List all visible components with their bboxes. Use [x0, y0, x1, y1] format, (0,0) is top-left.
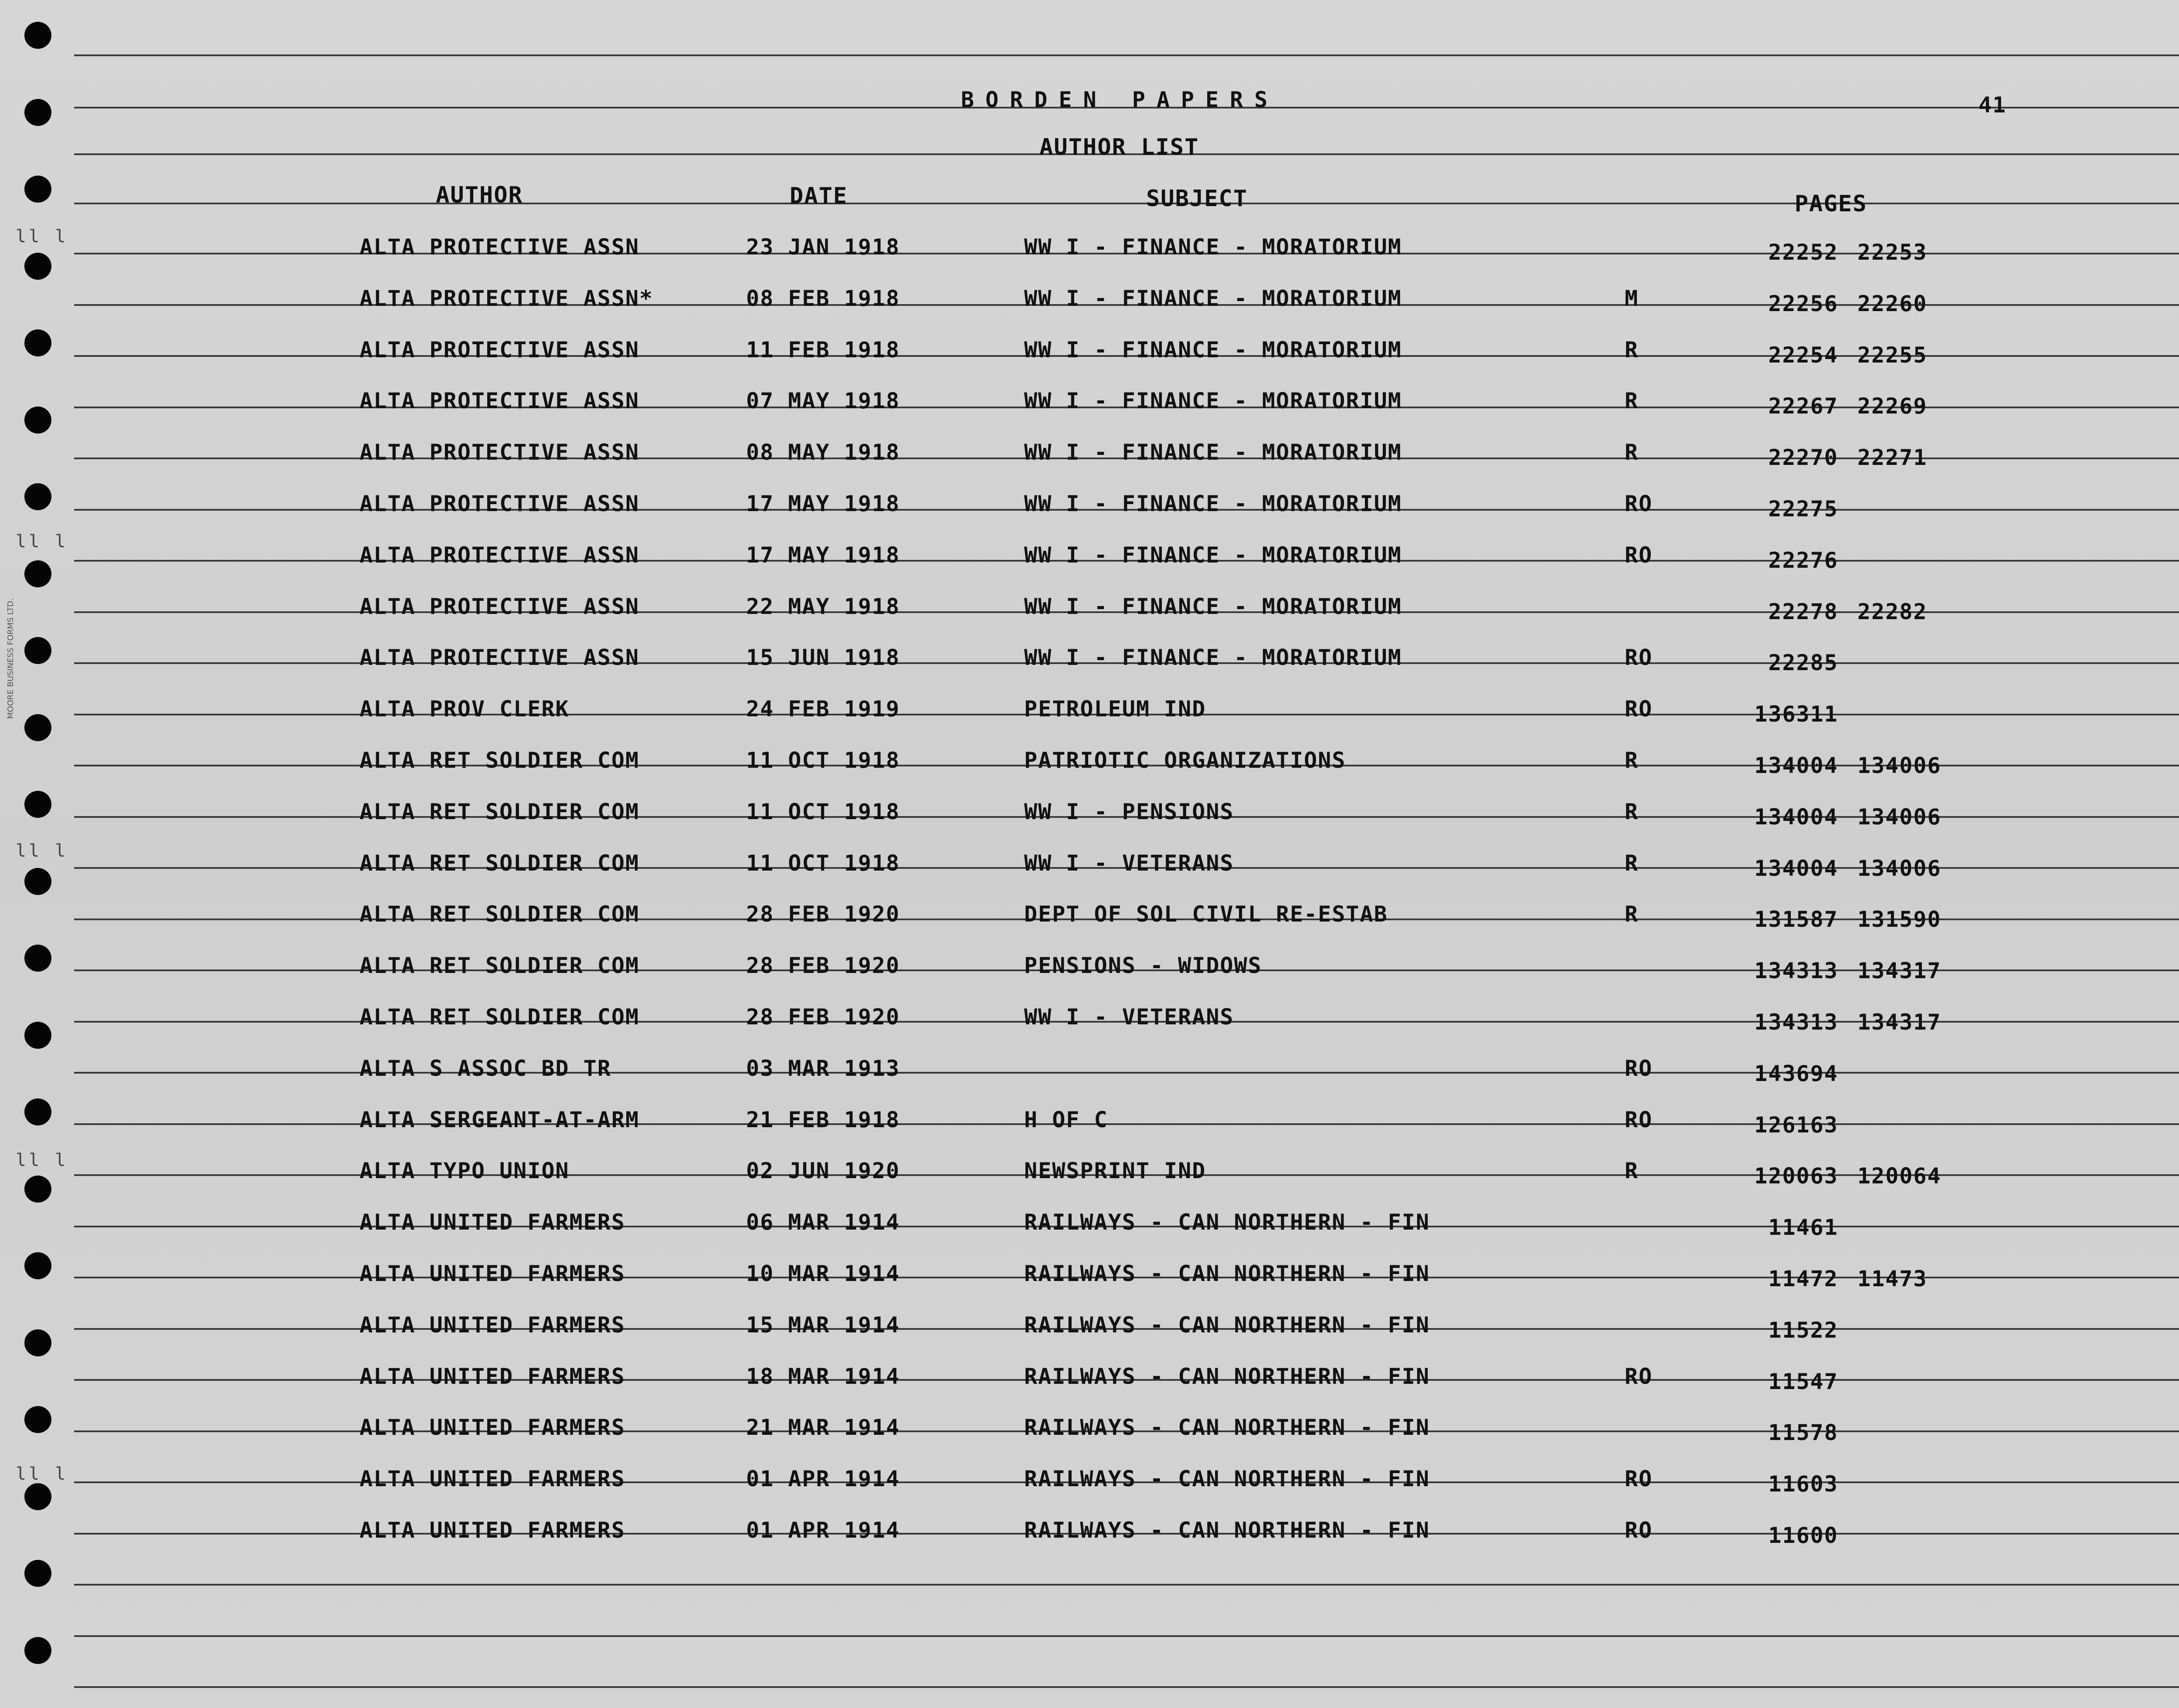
- date-cell: 08 MAY 1918: [746, 440, 900, 465]
- date-cell: 11 FEB 1918: [746, 337, 900, 363]
- date-cell: 02 JUN 1920: [746, 1158, 900, 1184]
- date-cell: 06 MAR 1914: [746, 1210, 900, 1235]
- feed-hole: [24, 1637, 51, 1664]
- subject-cell: RAILWAYS - CAN NORTHERN - FIN: [1024, 1312, 1430, 1338]
- page-start-cell: 11578: [1768, 1420, 1838, 1446]
- author-cell: ALTA SERGEANT-AT-ARM: [360, 1107, 640, 1132]
- subject-cell: PETROLEUM IND: [1024, 696, 1206, 722]
- date-cell: 15 JUN 1918: [746, 645, 900, 671]
- subject-cell: WW I - FINANCE - MORATORIUM: [1024, 645, 1402, 671]
- table-row: [0, 1312, 2179, 1356]
- date-cell: 01 APR 1914: [746, 1518, 900, 1543]
- code-cell: RO: [1625, 542, 1653, 568]
- date-cell: 28 FEB 1920: [746, 953, 900, 979]
- date-cell: 24 FEB 1919: [746, 696, 900, 722]
- subject-cell: RAILWAYS - CAN NORTHERN - FIN: [1024, 1518, 1430, 1543]
- page-end-cell: 134006: [1857, 753, 1941, 778]
- author-cell: ALTA RET SOLDIER COM: [360, 850, 640, 876]
- author-cell: ALTA UNITED FARMERS: [360, 1312, 625, 1338]
- table-row: [0, 953, 2179, 996]
- date-cell: 28 FEB 1920: [746, 1004, 900, 1030]
- author-cell: ALTA PROTECTIVE ASSN*: [360, 285, 654, 311]
- date-cell: 03 MAR 1913: [746, 1055, 900, 1081]
- column-header-pages: PAGES: [1795, 191, 1867, 217]
- table-row: [0, 1107, 2179, 1151]
- page-start-cell: 11547: [1768, 1369, 1838, 1394]
- author-cell: ALTA PROTECTIVE ASSN: [360, 645, 640, 671]
- table-row: [0, 337, 2179, 381]
- ruled-line: [74, 1635, 2179, 1637]
- table-row: [0, 388, 2179, 432]
- author-cell: ALTA UNITED FARMERS: [360, 1518, 625, 1543]
- author-cell: ALTA UNITED FARMERS: [360, 1466, 625, 1492]
- author-cell: ALTA TYPO UNION: [360, 1158, 570, 1184]
- date-cell: 23 JAN 1918: [746, 234, 900, 260]
- date-cell: 22 MAY 1918: [746, 593, 900, 619]
- page-end-cell: 22271: [1857, 445, 1928, 471]
- page-end-cell: 22253: [1857, 240, 1928, 265]
- date-cell: 21 FEB 1918: [746, 1107, 900, 1132]
- page-start-cell: 22276: [1768, 547, 1838, 573]
- subject-cell: PENSIONS - WIDOWS: [1024, 953, 1262, 979]
- code-cell: M: [1625, 285, 1639, 311]
- date-cell: 07 MAY 1918: [746, 388, 900, 414]
- date-cell: 18 MAR 1914: [746, 1363, 900, 1389]
- page-end-cell: 120064: [1857, 1163, 1941, 1189]
- subject-cell: RAILWAYS - CAN NORTHERN - FIN: [1024, 1363, 1430, 1389]
- author-cell: ALTA RET SOLDIER COM: [360, 799, 640, 824]
- table-row: [0, 1004, 2179, 1048]
- page-end-cell: 11473: [1857, 1266, 1928, 1291]
- subject-cell: WW I - FINANCE - MORATORIUM: [1024, 491, 1402, 516]
- subject-cell: RAILWAYS - CAN NORTHERN - FIN: [1024, 1261, 1430, 1286]
- page-start-cell: 136311: [1754, 702, 1838, 727]
- code-cell: R: [1625, 388, 1639, 414]
- date-cell: 08 FEB 1918: [746, 285, 900, 311]
- code-cell: R: [1625, 799, 1639, 824]
- page-start-cell: 11600: [1768, 1523, 1838, 1548]
- table-row: [0, 440, 2179, 483]
- page-start-cell: 134004: [1754, 855, 1838, 881]
- page-start-cell: 22252: [1768, 240, 1838, 265]
- code-cell: RO: [1625, 1466, 1653, 1492]
- date-cell: 21 MAR 1914: [746, 1415, 900, 1440]
- form-manufacturer-text: MOORE BUSINESS FORMS LTD.: [6, 598, 15, 719]
- table-row: [0, 1518, 2179, 1561]
- page-start-cell: 11522: [1768, 1317, 1838, 1343]
- subject-cell: WW I - FINANCE - MORATORIUM: [1024, 388, 1402, 414]
- subject-cell: WW I - FINANCE - MORATORIUM: [1024, 285, 1402, 311]
- code-cell: RO: [1625, 645, 1653, 671]
- page-start-cell: 22270: [1768, 445, 1838, 471]
- author-cell: ALTA RET SOLDIER COM: [360, 953, 640, 979]
- subject-cell: WW I - FINANCE - MORATORIUM: [1024, 593, 1402, 619]
- page-number: 41: [1979, 92, 2007, 118]
- subject-cell: H OF C: [1024, 1107, 1108, 1132]
- date-cell: 28 FEB 1920: [746, 901, 900, 927]
- page-start-cell: 134004: [1754, 804, 1838, 830]
- page-start-cell: 22278: [1768, 599, 1838, 624]
- author-cell: ALTA PROTECTIVE ASSN: [360, 234, 640, 260]
- author-cell: ALTA PROTECTIVE ASSN: [360, 593, 640, 619]
- author-cell: ALTA RET SOLDIER COM: [360, 901, 640, 927]
- page-end-cell: 22260: [1857, 291, 1928, 316]
- page-end-cell: 22269: [1857, 393, 1928, 419]
- code-cell: RO: [1625, 696, 1653, 722]
- author-cell: ALTA S ASSOC BD TR: [360, 1055, 611, 1081]
- document-title: BORDEN PAPERS: [961, 87, 1279, 112]
- column-header-subject: SUBJECT: [1146, 186, 1248, 212]
- page-start-cell: 126163: [1754, 1112, 1838, 1138]
- table-row: [0, 234, 2179, 278]
- page-start-cell: 143694: [1754, 1061, 1838, 1086]
- date-cell: 01 APR 1914: [746, 1466, 900, 1492]
- author-cell: ALTA UNITED FARMERS: [360, 1363, 625, 1389]
- page-end-cell: 22255: [1857, 342, 1928, 368]
- ruled-line: [74, 1686, 2179, 1688]
- page-start-cell: 11461: [1768, 1215, 1838, 1240]
- author-cell: ALTA PROTECTIVE ASSN: [360, 491, 640, 516]
- page-start-cell: 22275: [1768, 496, 1838, 522]
- table-row: [0, 542, 2179, 586]
- table-row: [0, 851, 2179, 894]
- subject-cell: RAILWAYS - CAN NORTHERN - FIN: [1024, 1210, 1430, 1235]
- code-cell: R: [1625, 1158, 1639, 1184]
- author-cell: ALTA RET SOLDIER COM: [360, 1004, 640, 1030]
- subject-cell: WW I - FINANCE - MORATORIUM: [1024, 440, 1402, 465]
- page-start-cell: 134313: [1754, 958, 1838, 984]
- page-end-cell: 134006: [1857, 855, 1941, 881]
- page-end-cell: 131590: [1857, 907, 1941, 932]
- ruled-line: [74, 1584, 2179, 1586]
- tear-mark: ll l: [16, 841, 68, 861]
- table-row: [0, 1158, 2179, 1202]
- subject-cell: PATRIOTIC ORGANIZATIONS: [1024, 748, 1346, 773]
- table-row: [0, 491, 2179, 535]
- table-row: [0, 901, 2179, 945]
- code-cell: R: [1625, 337, 1639, 363]
- date-cell: 11 OCT 1918: [746, 799, 900, 824]
- table-row: [0, 696, 2179, 740]
- date-cell: 17 MAY 1918: [746, 542, 900, 568]
- author-cell: ALTA UNITED FARMERS: [360, 1261, 625, 1286]
- author-cell: ALTA RET SOLDIER COM: [360, 748, 640, 773]
- subject-cell: RAILWAYS - CAN NORTHERN - FIN: [1024, 1466, 1430, 1492]
- code-cell: RO: [1625, 1518, 1653, 1543]
- code-cell: R: [1625, 748, 1639, 773]
- code-cell: R: [1625, 901, 1639, 927]
- list-title: AUTHOR LIST: [1039, 134, 1199, 160]
- tear-mark: ll l: [16, 1464, 68, 1484]
- table-row: [0, 748, 2179, 791]
- date-cell: 15 MAR 1914: [746, 1312, 900, 1338]
- feed-hole: [24, 99, 51, 126]
- subject-cell: WW I - VETERANS: [1024, 1004, 1234, 1030]
- tear-mark: ll l: [16, 227, 68, 247]
- column-header-date: DATE: [790, 183, 848, 209]
- author-cell: ALTA PROTECTIVE ASSN: [360, 337, 640, 363]
- date-cell: 17 MAY 1918: [746, 491, 900, 516]
- subject-cell: WW I - PENSIONS: [1024, 799, 1234, 824]
- subject-cell: DEPT OF SOL CIVIL RE-ESTAB: [1024, 901, 1388, 927]
- subject-cell: NEWSPRINT IND: [1024, 1158, 1206, 1184]
- table-row: [0, 286, 2179, 329]
- page-start-cell: 131587: [1754, 907, 1838, 932]
- page-start-cell: 22267: [1768, 393, 1838, 419]
- table-row: [0, 799, 2179, 843]
- code-cell: RO: [1625, 491, 1653, 516]
- author-cell: ALTA PROTECTIVE ASSN: [360, 440, 640, 465]
- table-row: [0, 1364, 2179, 1407]
- page-start-cell: 22256: [1768, 291, 1838, 316]
- page-start-cell: 11603: [1768, 1471, 1838, 1497]
- page-end-cell: 22282: [1857, 599, 1928, 624]
- author-cell: ALTA PROTECTIVE ASSN: [360, 542, 640, 568]
- page-start-cell: 22285: [1768, 650, 1838, 676]
- code-cell: RO: [1625, 1055, 1653, 1081]
- code-cell: R: [1625, 440, 1639, 465]
- table-row: [0, 1415, 2179, 1458]
- author-cell: ALTA UNITED FARMERS: [360, 1415, 625, 1440]
- code-cell: RO: [1625, 1107, 1653, 1132]
- feed-hole: [24, 22, 51, 49]
- code-cell: RO: [1625, 1363, 1653, 1389]
- ruled-line: [74, 54, 2179, 56]
- page-start-cell: 134004: [1754, 753, 1838, 778]
- table-row: [0, 1466, 2179, 1510]
- date-cell: 10 MAR 1914: [746, 1261, 900, 1286]
- code-cell: R: [1625, 850, 1639, 876]
- author-cell: ALTA PROTECTIVE ASSN: [360, 388, 640, 414]
- page-start-cell: 11472: [1768, 1266, 1838, 1291]
- table-row: [0, 1261, 2179, 1305]
- column-header-author: AUTHOR: [436, 182, 523, 208]
- table-row: [0, 594, 2179, 637]
- feed-hole: [24, 176, 51, 203]
- table-row: [0, 645, 2179, 688]
- subject-cell: WW I - VETERANS: [1024, 850, 1234, 876]
- feed-hole: [24, 1560, 51, 1587]
- date-cell: 11 OCT 1918: [746, 850, 900, 876]
- page-end-cell: 134317: [1857, 958, 1941, 984]
- tear-mark: ll l: [16, 532, 68, 552]
- table-row: [0, 1056, 2179, 1099]
- page-start-cell: 134313: [1754, 1010, 1838, 1035]
- author-cell: ALTA PROV CLERK: [360, 696, 570, 722]
- page-end-cell: 134317: [1857, 1010, 1941, 1035]
- page-end-cell: 134006: [1857, 804, 1941, 830]
- page-start-cell: 22254: [1768, 342, 1838, 368]
- subject-cell: WW I - FINANCE - MORATORIUM: [1024, 234, 1402, 260]
- page-start-cell: 120063: [1754, 1163, 1838, 1189]
- tear-mark: ll l: [16, 1150, 68, 1170]
- author-cell: ALTA UNITED FARMERS: [360, 1210, 625, 1235]
- table-row: [0, 1210, 2179, 1253]
- subject-cell: WW I - FINANCE - MORATORIUM: [1024, 542, 1402, 568]
- date-cell: 11 OCT 1918: [746, 748, 900, 773]
- subject-cell: RAILWAYS - CAN NORTHERN - FIN: [1024, 1415, 1430, 1440]
- subject-cell: WW I - FINANCE - MORATORIUM: [1024, 337, 1402, 363]
